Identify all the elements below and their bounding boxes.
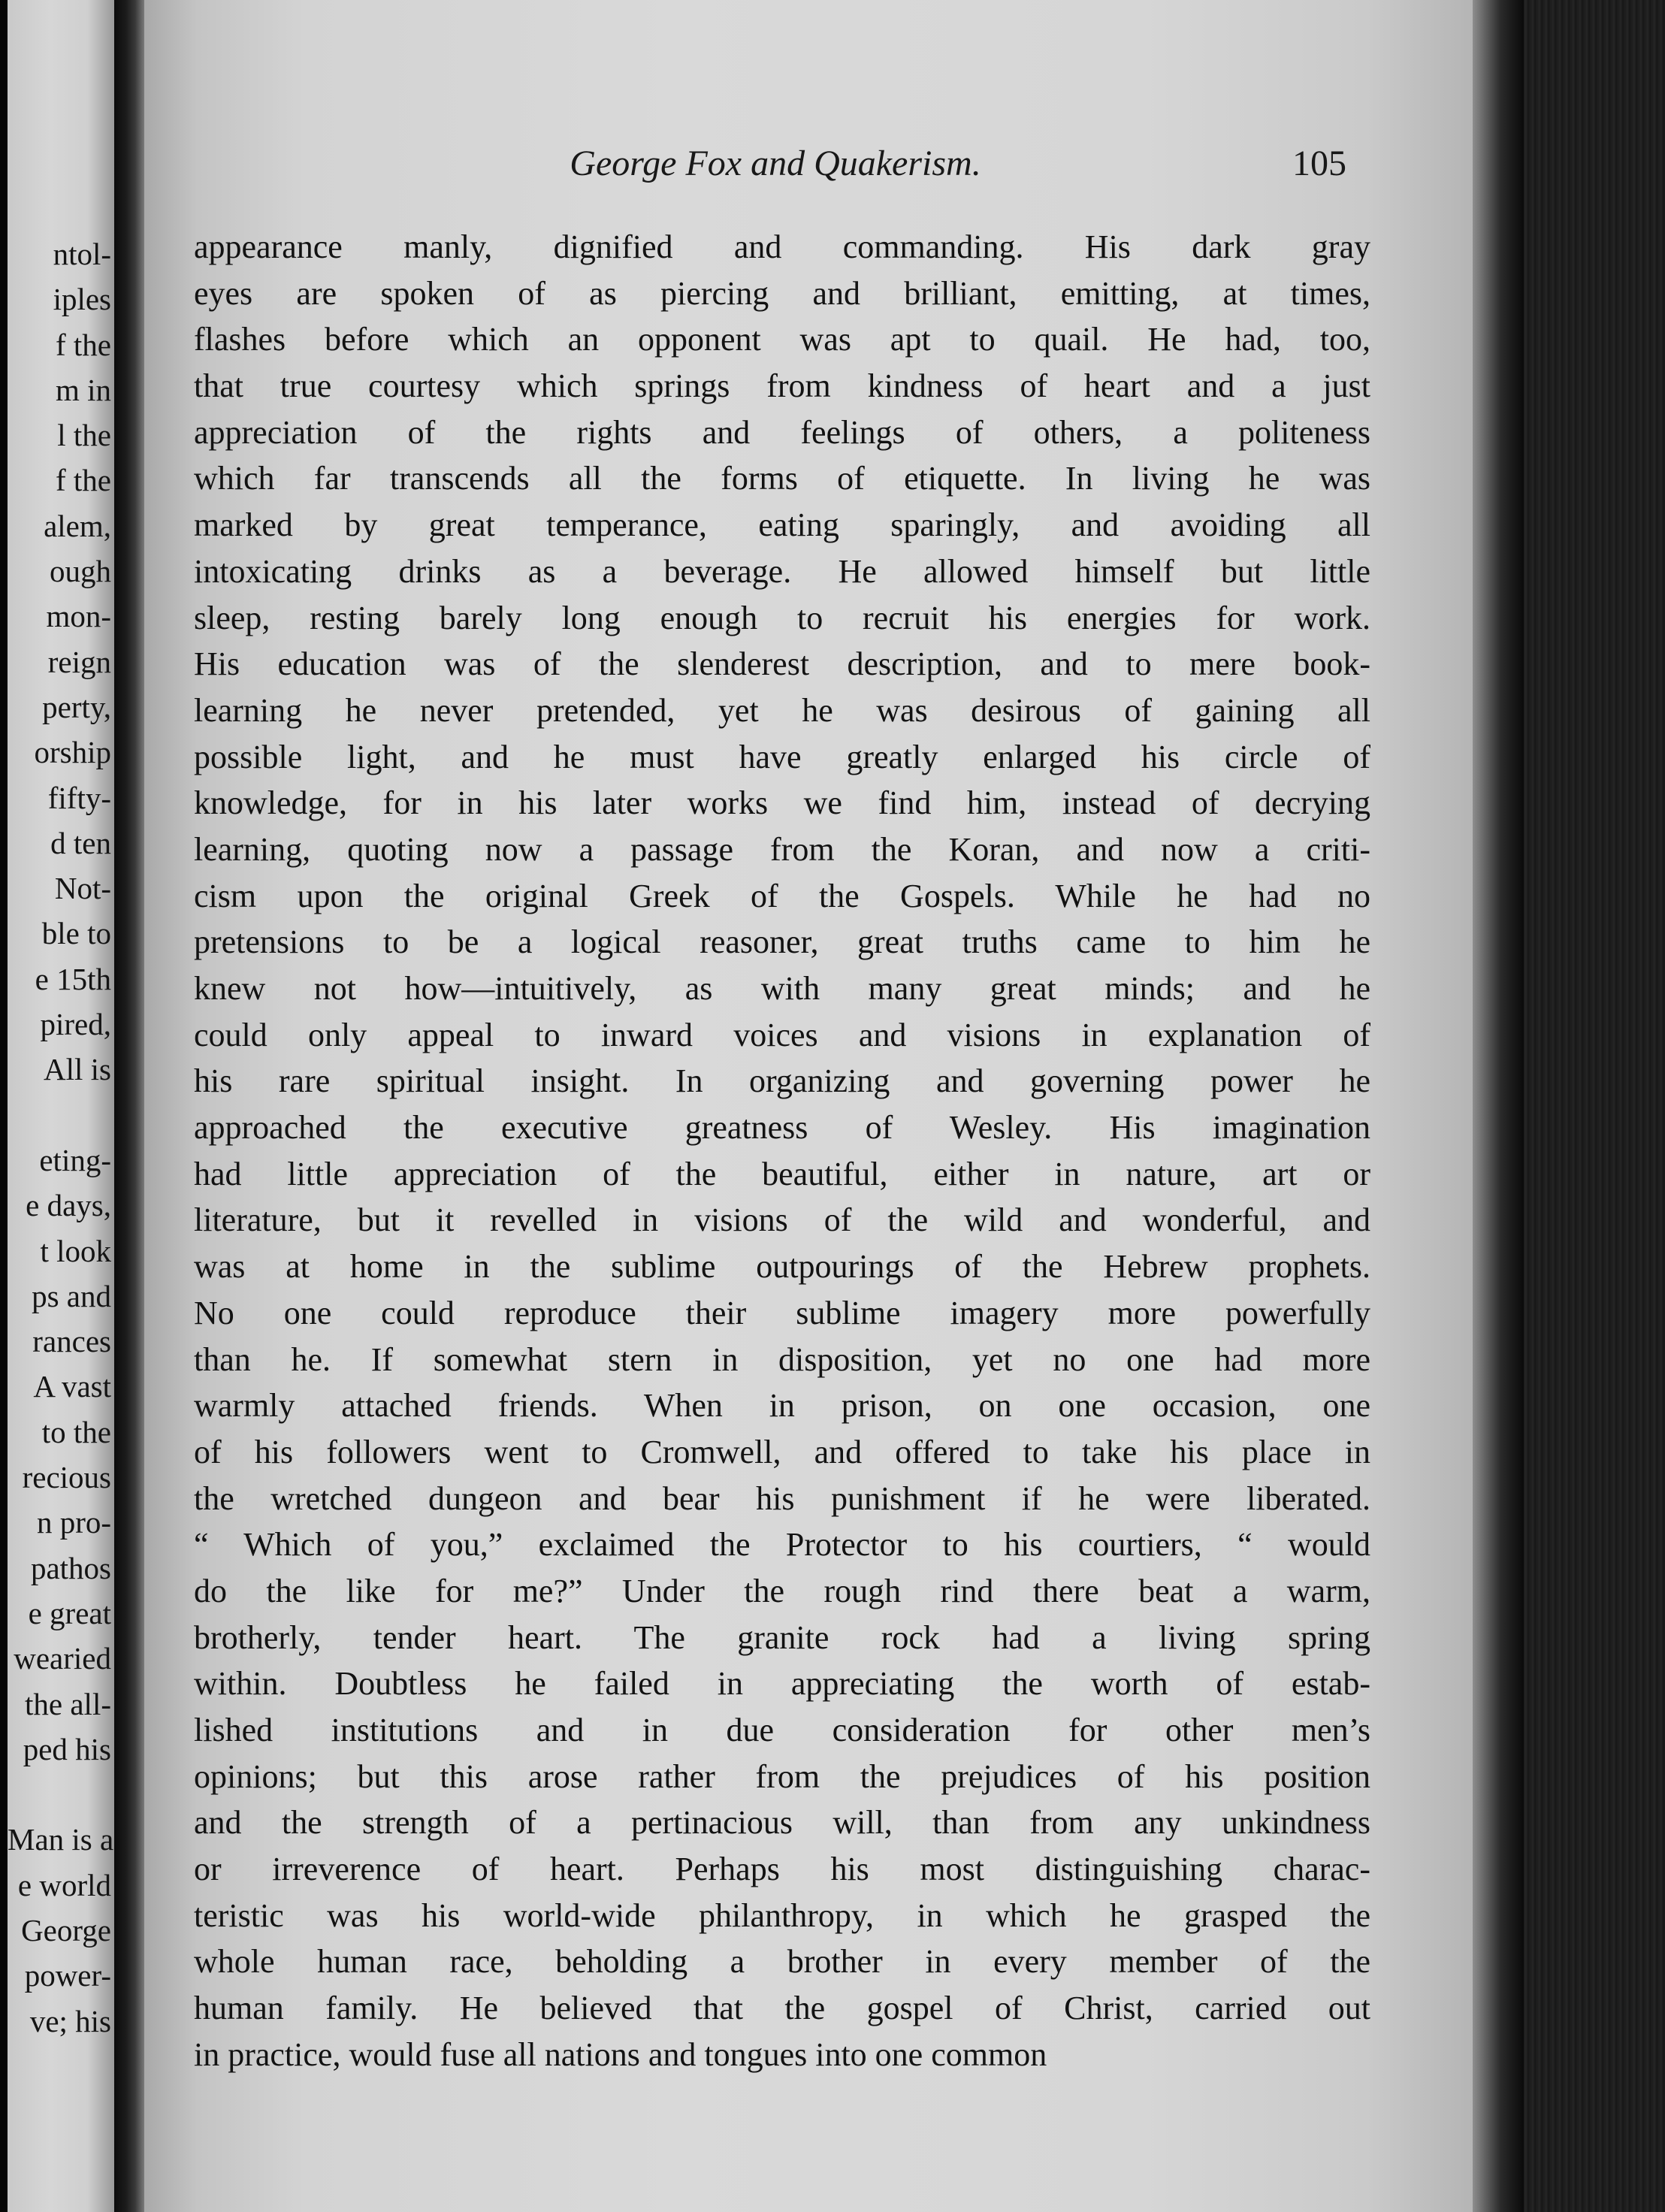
text-line: knew not how—intuitively, as with many great minds; and he — [194, 970, 1370, 1007]
running-head — [144, 134, 1473, 194]
facing-page-line: ped his — [23, 1731, 111, 1766]
facing-page-line — [8, 1772, 111, 1817]
text-line: whole human race, beholding a brother in every member of the — [194, 1943, 1370, 1981]
facing-page-line: d ten — [50, 825, 111, 860]
text-line: teristic was his world-wide philanthropy, in which he grasped the — [194, 1896, 1370, 1934]
text-line: sleep, resting barely long enough to recruit his energies for work. — [194, 599, 1370, 636]
text-line: knowledge, for in his later works we find him, instead of decrying — [194, 784, 1370, 822]
facing-page-line: f the — [56, 463, 111, 498]
facing-page-line: pathos — [30, 1550, 111, 1585]
facing-page-line: n pro- — [36, 1505, 111, 1540]
text-line: within. Doubtless he failed in appreciating the worth of estab- — [194, 1665, 1370, 1703]
facing-page-line: wearied — [14, 1641, 111, 1676]
text-line: His education was of the slenderest description, and to mere book- — [194, 645, 1370, 683]
book-gutter-shadow — [114, 0, 144, 2212]
text-line: flashes before which an opponent was apt to quail. He had, too, — [194, 321, 1370, 358]
text-line: his rare spiritual insight. In organizing and governing power he — [194, 1062, 1370, 1100]
facing-page-line: m in — [55, 372, 111, 407]
facing-page-line: iples — [53, 282, 111, 317]
page-number: 105 — [1292, 144, 1346, 183]
facing-page-line: George — [21, 1912, 111, 1948]
facing-page-line: Not- — [54, 871, 111, 906]
text-line: cism upon the original Greek of the Gospels. While he had no — [194, 877, 1370, 914]
facing-page-line: e great — [28, 1595, 111, 1630]
text-line: which far transcends all the forms of etiquette. In living he was — [194, 460, 1370, 497]
text-line: learning, quoting now a passage from the Koran, and now a criti- — [194, 830, 1370, 868]
text-line: could only appeal to inward voices and visions in explanation of — [194, 1016, 1370, 1053]
text-line: marked by great temperance, eating sparingly, and avoiding all — [194, 506, 1370, 544]
text-line: approached the executive greatness of Wesley. His imagination — [194, 1109, 1370, 1147]
text-line: warmly attached friends. When in prison, on one occasion, one — [194, 1387, 1370, 1425]
facing-page-line: e 15th — [35, 961, 111, 996]
text-line: learning he never pretended, yet he was desirous of gaining all — [194, 691, 1370, 729]
facing-page-line: ve; his — [29, 2003, 111, 2038]
book-cover-edge — [1473, 0, 1524, 2212]
text-line: lished institutions and in due consideration for other men’s — [194, 1712, 1370, 1748]
scan-left-edge — [0, 0, 8, 2212]
facing-page-line: ble to — [41, 916, 111, 951]
facing-page-line: pired, — [40, 1007, 111, 1042]
text-line: of his followers went to Cromwell, and offered to take his place in — [194, 1433, 1370, 1470]
facing-page-line: A vast — [33, 1369, 111, 1404]
facing-page-line: ough — [50, 554, 111, 589]
facing-page-line: orship — [34, 735, 111, 770]
text-line: that true courtesy which springs from kindness of heart and a just — [194, 367, 1370, 405]
facing-page-line: fifty- — [47, 780, 111, 815]
facing-page-line: l the — [57, 418, 111, 453]
facing-page-line: to the — [41, 1414, 111, 1449]
text-line: eyes are spoken of as piercing and brilliant, emitting, at times, — [194, 274, 1370, 312]
text-line: appreciation of the rights and feelings of others, a politeness — [194, 413, 1370, 451]
text-line: possible light, and he must have greatly enlarged his circle of — [194, 738, 1370, 775]
facing-page-line: eting- — [39, 1142, 111, 1177]
facing-page-line — [8, 1092, 111, 1138]
text-line: intoxicating drinks as a beverage. He allowed himself but little — [194, 552, 1370, 590]
book-page — [144, 0, 1473, 2212]
facing-page-line: e world — [17, 1867, 111, 1902]
text-line: brotherly, tender heart. The granite rock had a living spring — [194, 1618, 1370, 1656]
text-line: human family. He believed that the gospel of Christ, carried out — [194, 1990, 1370, 2027]
text-line: pretensions to be a logical reasoner, great truths came to him he — [194, 923, 1370, 961]
text-line: the wretched dungeon and bear his punishment if he were liberated. — [194, 1479, 1370, 1517]
text-line: opinions; but this arose rather from the prejudices of his position — [194, 1757, 1370, 1795]
facing-page-line: rances — [32, 1324, 111, 1359]
facing-page-line: e days, — [26, 1188, 111, 1223]
text-line: than he. If somewhat stern in disposition, yet no one had more — [194, 1340, 1370, 1378]
facing-page-line: ps and — [32, 1278, 111, 1313]
text-line: and the strength of a pertinacious will, than from any unkindness — [194, 1804, 1370, 1842]
facing-page-line: power- — [24, 1958, 111, 1993]
text-line: “ Which of you,” exclaimed the Protector to his courtiers, “ would — [194, 1526, 1370, 1564]
facing-page-lines — [8, 231, 114, 2044]
facing-page-line: All is — [44, 1052, 111, 1087]
book-cover — [1524, 0, 1665, 2212]
facing-page-line: alem, — [44, 508, 111, 543]
text-line: appearance manly, dignified and commanding. His dark gray — [194, 228, 1370, 265]
text-line: literature, but it revelled in visions of the wild and wonderful, and — [194, 1201, 1370, 1239]
text-line: in practice, would fuse all nations and tongues into one common — [194, 2035, 1047, 2073]
facing-page-line: perty, — [42, 689, 111, 724]
facing-page-line: recious — [22, 1460, 111, 1495]
text-line: No one could reproduce their sublime imagery more powerfully — [194, 1294, 1370, 1331]
facing-page-line: t look — [40, 1233, 111, 1268]
facing-page-line: ntol- — [53, 237, 111, 271]
facing-page-line: reign — [47, 644, 111, 679]
facing-page-fragment — [8, 0, 114, 2212]
text-line: or irreverence of heart. Perhaps his most distinguishing charac- — [194, 1851, 1370, 1888]
facing-page-line: Man is a — [8, 1822, 114, 1857]
text-line: do the like for me?” Under the rough rind there beat a warm, — [194, 1572, 1370, 1609]
page-title: George Fox and Quakerism. — [570, 144, 981, 183]
text-line: had little appreciation of the beautiful, either in nature, art or — [194, 1155, 1370, 1192]
facing-page-line: mon- — [46, 599, 111, 634]
text-line: was at home in the sublime outpourings of the Hebrew prophets. — [194, 1248, 1370, 1286]
facing-page-line: f the — [56, 327, 111, 362]
facing-page-line: the all- — [25, 1686, 111, 1721]
body-text — [194, 224, 1370, 2078]
